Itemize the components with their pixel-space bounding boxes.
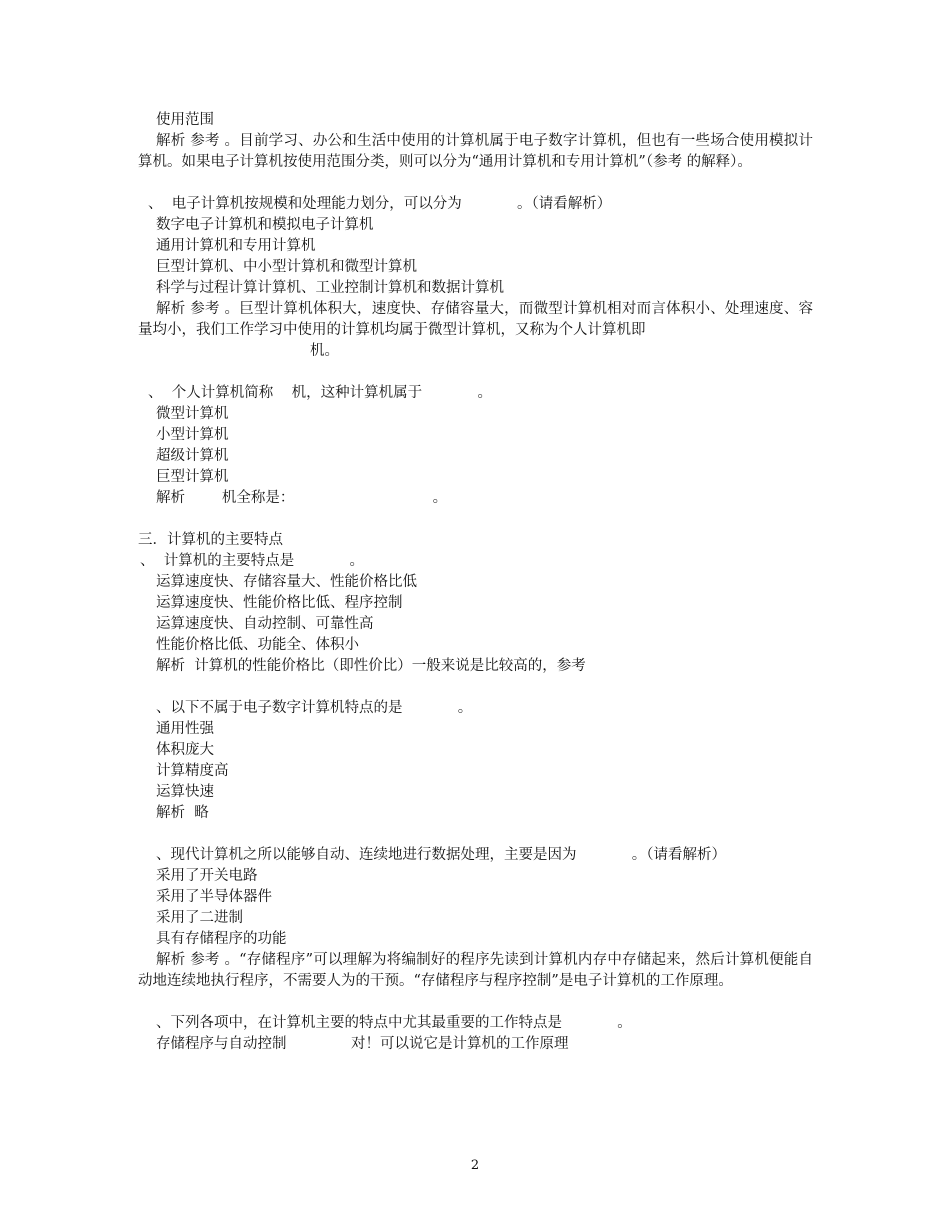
analysis-paragraph: 解析 参考 。目前学习、办公和生活中使用的计算机属于电子数字计算机，但也有一些场合使用模拟计算机。如果电子计算机按使用范围分类，则可以分为“通用计算机和专用计算机”（参考 的解释）。	[138, 133, 813, 170]
option-line: 采用了二进制	[156, 910, 243, 926]
spacer	[138, 362, 813, 383]
option-line: 具有存储程序的功能	[156, 931, 287, 947]
option-line: 采用了开关电路	[156, 868, 258, 884]
option-line: 小型计算机	[156, 427, 229, 443]
section-heading: 三．计算机的主要特点	[138, 532, 283, 548]
page-number: 2	[470, 1158, 480, 1173]
question-line: 、 计算机的主要特点是 。	[140, 553, 365, 569]
option-line: 巨型计算机、中小型计算机和微型计算机	[156, 259, 417, 275]
option-line: 运算快速	[156, 784, 214, 800]
spacer	[138, 677, 813, 698]
option-line: 采用了半导体器件	[156, 889, 272, 905]
question-line: 、 电子计算机按规模和处理能力划分，可以分为 。（请看解析）	[148, 196, 612, 212]
option-line: 数字电子计算机和模拟电子计算机	[156, 217, 374, 233]
spacer	[138, 824, 813, 845]
analysis-line: 解析 机全称是： 。	[156, 490, 448, 506]
question-line: 、现代计算机之所以能够自动、连续地进行数据处理，主要是因为 。（请看解析）	[156, 847, 727, 863]
analysis-line: 解析 略	[156, 805, 209, 821]
option-line: 超级计算机	[156, 448, 229, 464]
text-line: 使用范围	[156, 112, 214, 128]
option-line: 运算速度快、存储容量大、性能价格比低	[156, 574, 417, 590]
question-line: 、下列各项中，在计算机主要的特点中尤其最重要的工作特点是 。	[156, 1015, 632, 1031]
analysis-paragraph: 解析 参考 。“存储程序”可以理解为将编制好的程序先读到计算机内存中存储起来，然后计算机便能自动地连续地执行程序，不需要人为的干预。“存储程序与程序控制”是电子计算机的工作原理。	[138, 952, 813, 989]
spacer	[138, 509, 813, 530]
question-line: 、以下不属于电子数字计算机特点的是 。	[156, 700, 473, 716]
option-line: 微型计算机	[156, 406, 229, 422]
analysis-paragraph: 解析 参考 。巨型计算机体积大，速度快、存储容量大，而微型计算机相对而言体积小、处理速度、容量均小，我们工作学习中使用的计算机均属于微型计算机，又称为个人计算机即	[138, 301, 813, 338]
option-line: 计算精度高	[156, 763, 229, 779]
spacer	[138, 173, 813, 194]
option-line: 通用性强	[156, 721, 214, 737]
spacer	[138, 992, 813, 1013]
analysis-line: 解析 计算机的性能价格比（即性价比）一般来说是比较高的，参考	[156, 658, 586, 674]
option-line: 巨型计算机	[156, 469, 229, 485]
option-line: 科学与过程计算计算机、工业控制计算机和数据计算机	[156, 280, 504, 296]
option-line: 性能价格比低、功能全、体积小	[156, 637, 359, 653]
option-line: 运算速度快、自动控制、可靠性高	[156, 616, 374, 632]
option-line: 运算速度快、性能价格比低、程序控制	[156, 595, 403, 611]
option-line: 通用计算机和专用计算机	[156, 238, 316, 254]
option-line: 体积庞大	[156, 742, 214, 758]
answer-line: 存储程序与自动控制 对！可以说它是计算机的工作原理	[156, 1036, 569, 1052]
question-line: 、 个人计算机简称 机，这种计算机属于 。	[148, 385, 492, 401]
document-body	[138, 110, 813, 1055]
text-line: 机。	[310, 343, 339, 359]
